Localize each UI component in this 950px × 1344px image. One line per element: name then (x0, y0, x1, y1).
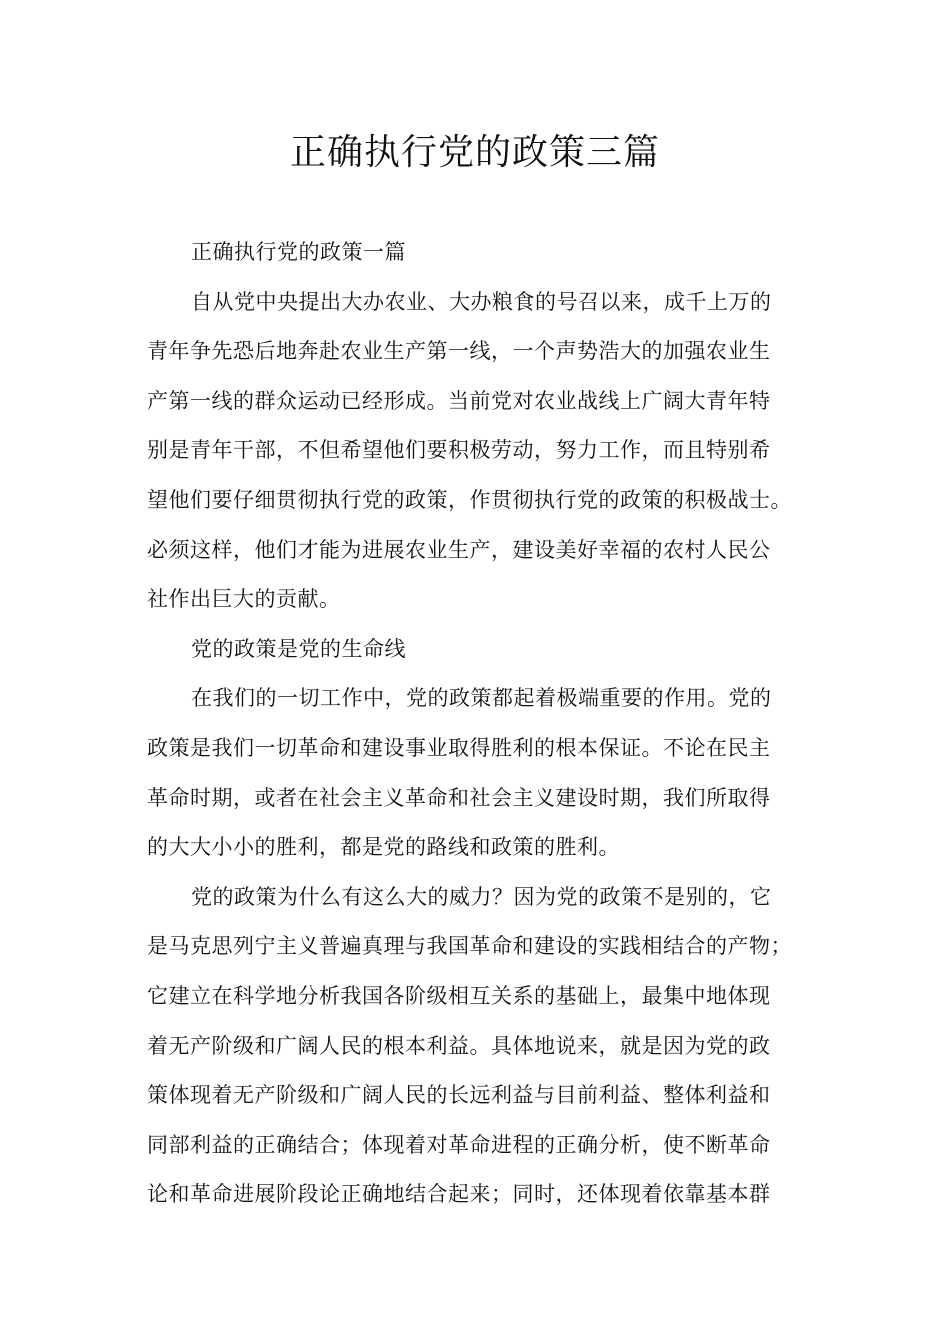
text-line: 党的政策为什么有这么大的威力？因为党的政策不是别的，它 (191, 884, 772, 909)
text-line: 社作出巨大的贡献。 (147, 587, 341, 612)
text-line: 是马克思列宁主义普遍真理与我国革命和建设的实践相结合的产物； (147, 934, 792, 959)
text-line: 革命时期，或者在社会主义革命和社会主义建设时期，我们所取得 (147, 785, 771, 810)
text-line: 策体现着无产阶级和广阔人民的长远利益与目前利益、整体利益和 (147, 1083, 771, 1108)
text-line: 望他们要仔细贯彻执行党的政策，作贯彻执行党的政策的积极战士。 (147, 487, 792, 512)
document-title: 正确执行党的政策三篇 (289, 132, 660, 173)
text-line: 别是青年干部，不但希望他们要积极劳动，努力工作，而且特别希 (147, 438, 771, 463)
text-line: 它建立在科学地分析我国各阶级相互关系的基础上，最集中地体现 (147, 983, 771, 1008)
text-line: 的大大小小的胜利，都是党的路线和政策的胜利。 (147, 835, 620, 860)
text-line: 政策是我们一切革命和建设事业取得胜利的根本保证。不论在民主 (147, 735, 771, 760)
text-line: 着无产阶级和广阔人民的根本利益。具体地说来，就是因为党的政 (147, 1033, 771, 1058)
text-line: 必须这样，他们才能为进展农业生产，建设美好幸福的农村人民公 (147, 537, 771, 562)
text-line: 党的政策是党的生命线 (191, 636, 406, 661)
text-line: 自从党中央提出大办农业、大办粮食的号召以来，成千上万的 (191, 289, 772, 314)
text-line: 产第一线的群众运动已经形成。当前党对农业战线上广阔大青年特 (147, 388, 771, 413)
text-line: 在我们的一切工作中，党的政策都起着极端重要的作用。党的 (191, 686, 772, 711)
text-line: 论和革命进展阶段论正确地结合起来；同时，还体现着依靠基本群 (147, 1182, 771, 1207)
text-line: 同部利益的正确结合；体现着对革命进程的正确分析，使不断革命 (147, 1132, 771, 1157)
text-line: 正确执行党的政策一篇 (191, 240, 406, 264)
document-body (147, 228, 823, 1220)
text-line: 青年争先恐后地奔赴农业生产第一线，一个声势浩大的加强农业生 (147, 339, 771, 364)
